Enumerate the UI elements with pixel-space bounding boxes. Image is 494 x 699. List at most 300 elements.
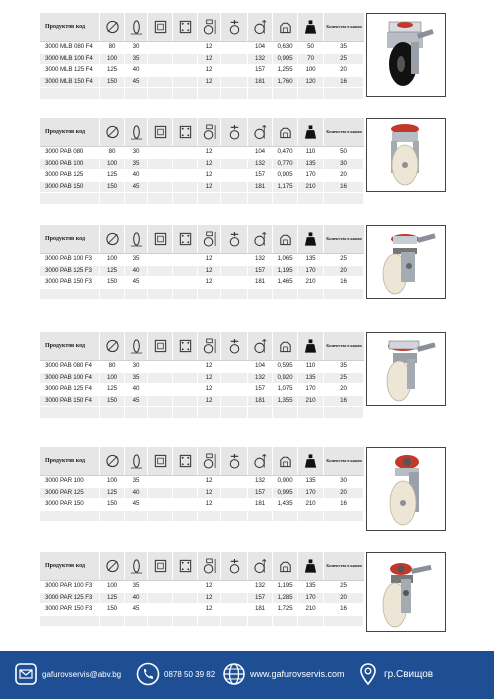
swivel-icon [221, 13, 248, 41]
width-icon [125, 332, 148, 360]
plate-holes-cell [173, 159, 198, 170]
unit-weight-cell: 210 [298, 182, 324, 193]
swivel-cell [221, 65, 248, 76]
plate-cell [148, 254, 173, 265]
table-header [40, 118, 364, 147]
product-table-4 [40, 332, 364, 419]
website-contact[interactable] [222, 662, 345, 686]
product-code-cell: 3000 PAB 080 F4 [40, 361, 100, 372]
empty-cell [221, 289, 248, 300]
weight-cell: 0,595 [273, 361, 298, 372]
weight-cell: 1,075 [273, 384, 298, 395]
height-cell: 12 [198, 54, 221, 65]
plate-cell [148, 266, 173, 277]
box-qty-cell: 16 [324, 499, 364, 510]
plate-cell [148, 147, 173, 158]
unit-weight-cell: 170 [298, 266, 324, 277]
swivel-cell [221, 373, 248, 384]
product-code-header: Продуктов код [40, 118, 100, 146]
weight-cell: 0,995 [273, 54, 298, 65]
plate-holes-cell [173, 604, 198, 615]
unit-weight-cell: 135 [298, 476, 324, 487]
empty-cell [324, 511, 364, 522]
weight-cell: 1,175 [273, 182, 298, 193]
diameter-cell: 150 [100, 604, 125, 615]
width-cell: 40 [125, 266, 148, 277]
product-code-cell: 3000 PAB 150 [40, 182, 100, 193]
empty-row [40, 407, 364, 419]
empty-cell [298, 289, 324, 300]
weight-cell: 0,470 [273, 147, 298, 158]
empty-cell [248, 511, 273, 522]
height-cell: 12 [198, 42, 221, 53]
empty-cell [273, 193, 298, 204]
weight-icon [273, 447, 298, 475]
box-qty-cell: 25 [324, 54, 364, 65]
empty-cell [125, 193, 148, 204]
product-photo-pab [366, 118, 446, 192]
empty-cell [324, 88, 364, 99]
plate-holes-cell [173, 254, 198, 265]
load-cell: 157 [248, 170, 273, 181]
unit-weight-cell: 210 [298, 604, 324, 615]
weight-cell: 1,065 [273, 254, 298, 265]
width-cell: 35 [125, 254, 148, 265]
empty-cell [198, 289, 221, 300]
table-row [40, 373, 364, 385]
box-qty-cell: 16 [324, 182, 364, 193]
table-row [40, 266, 364, 278]
empty-cell [148, 511, 173, 522]
height-cell: 12 [198, 361, 221, 372]
empty-cell [221, 616, 248, 627]
empty-cell [40, 289, 100, 300]
load-cell: 181 [248, 499, 273, 510]
load-cell: 104 [248, 361, 273, 372]
table-row [40, 593, 364, 605]
empty-cell [198, 407, 221, 418]
diameter-cell: 150 [100, 77, 125, 88]
plate-holes-cell [173, 77, 198, 88]
empty-cell [298, 193, 324, 204]
plate-holes-cell [173, 277, 198, 288]
swivel-icon [221, 225, 248, 253]
unit-weight-cell: 210 [298, 499, 324, 510]
empty-cell [40, 407, 100, 418]
width-cell: 40 [125, 65, 148, 76]
table-header [40, 225, 364, 254]
empty-cell [324, 616, 364, 627]
table-row [40, 170, 364, 182]
diameter-cell: 150 [100, 182, 125, 193]
empty-cell [248, 289, 273, 300]
diameter-cell: 150 [100, 396, 125, 407]
empty-cell [221, 88, 248, 99]
plate-icon [148, 552, 173, 580]
load-cell: 157 [248, 488, 273, 499]
width-icon [125, 552, 148, 580]
load-cell: 132 [248, 373, 273, 384]
plate-holes-icon [173, 118, 198, 146]
load-cell: 132 [248, 254, 273, 265]
diameter-icon [100, 447, 125, 475]
product-table-1 [40, 13, 364, 100]
empty-cell [148, 193, 173, 204]
unit-weight-cell: 135 [298, 159, 324, 170]
product-code-cell: 3000 MLB 100 F4 [40, 54, 100, 65]
height-cell: 12 [198, 277, 221, 288]
plate-holes-icon [173, 447, 198, 475]
plate-cell [148, 476, 173, 487]
box-qty-cell: 25 [324, 581, 364, 592]
empty-cell [248, 407, 273, 418]
weight-icon [273, 13, 298, 41]
empty-cell [100, 616, 125, 627]
empty-cell [198, 193, 221, 204]
empty-cell [248, 616, 273, 627]
diameter-icon [100, 552, 125, 580]
swivel-icon [221, 552, 248, 580]
unit-weight-cell: 110 [298, 147, 324, 158]
phone-text[interactable]: 0878 50 39 82 [164, 669, 216, 679]
table-row [40, 384, 364, 396]
width-cell: 35 [125, 581, 148, 592]
weight-cell: 1,725 [273, 604, 298, 615]
plate-cell [148, 361, 173, 372]
width-cell: 30 [125, 147, 148, 158]
plate-cell [148, 384, 173, 395]
height-cell: 12 [198, 488, 221, 499]
swivel-cell [221, 361, 248, 372]
empty-cell [40, 511, 100, 522]
height-icon [198, 447, 221, 475]
box-qty-cell: 35 [324, 361, 364, 372]
width-icon [125, 225, 148, 253]
plate-cell [148, 42, 173, 53]
plate-cell [148, 499, 173, 510]
height-cell: 12 [198, 159, 221, 170]
diameter-cell: 80 [100, 147, 125, 158]
unit-weight-cell: 170 [298, 384, 324, 395]
unit-weight-icon [298, 447, 324, 475]
table-row [40, 77, 364, 89]
table-row [40, 254, 364, 266]
empty-cell [40, 616, 100, 627]
plate-holes-cell [173, 170, 198, 181]
swivel-icon [221, 447, 248, 475]
width-cell: 45 [125, 182, 148, 193]
product-code-cell: 3000 PAR 125 [40, 488, 100, 499]
height-icon [198, 118, 221, 146]
plate-holes-cell [173, 373, 198, 384]
plate-cell [148, 77, 173, 88]
box-qty-header: Количество в кашон [326, 563, 362, 568]
box-qty-cell: 16 [324, 77, 364, 88]
unit-weight-cell: 135 [298, 373, 324, 384]
plate-icon [148, 447, 173, 475]
email-contact[interactable] [14, 662, 121, 686]
plate-holes-icon [173, 225, 198, 253]
empty-cell [248, 193, 273, 204]
globe-icon [222, 662, 246, 686]
location-contact [356, 662, 433, 686]
plate-cell [148, 581, 173, 592]
plate-holes-cell [173, 182, 198, 193]
diameter-icon [100, 225, 125, 253]
box-qty-cell: 20 [324, 593, 364, 604]
email-icon [14, 662, 38, 686]
empty-cell [273, 289, 298, 300]
height-cell: 12 [198, 65, 221, 76]
height-cell: 12 [198, 147, 221, 158]
product-code-header: Продуктов код [40, 447, 100, 475]
plate-holes-cell [173, 593, 198, 604]
width-icon [125, 118, 148, 146]
weight-cell: 1,760 [273, 77, 298, 88]
diameter-cell: 100 [100, 254, 125, 265]
width-icon [125, 447, 148, 475]
empty-cell [125, 289, 148, 300]
product-table-5 [40, 447, 364, 522]
load-cell: 181 [248, 182, 273, 193]
load-icon [248, 447, 273, 475]
unit-weight-cell: 170 [298, 593, 324, 604]
box-qty-header: Количество в кашон [326, 24, 362, 29]
width-cell: 30 [125, 361, 148, 372]
empty-cell [221, 407, 248, 418]
product-code-header: Продуктов код [40, 225, 100, 253]
table-row [40, 277, 364, 289]
weight-cell: 0,995 [273, 488, 298, 499]
width-cell: 45 [125, 77, 148, 88]
swivel-cell [221, 147, 248, 158]
swivel-cell [221, 170, 248, 181]
weight-cell: 0,770 [273, 159, 298, 170]
width-cell: 35 [125, 373, 148, 384]
empty-cell [125, 88, 148, 99]
height-cell: 12 [198, 182, 221, 193]
width-cell: 30 [125, 42, 148, 53]
empty-cell [273, 88, 298, 99]
unit-weight-cell: 170 [298, 488, 324, 499]
empty-cell [298, 616, 324, 627]
plate-cell [148, 593, 173, 604]
empty-row [40, 193, 364, 205]
plate-cell [148, 488, 173, 499]
load-cell: 157 [248, 266, 273, 277]
load-icon [248, 552, 273, 580]
empty-cell [221, 511, 248, 522]
height-cell: 12 [198, 476, 221, 487]
swivel-cell [221, 593, 248, 604]
width-cell: 40 [125, 593, 148, 604]
width-cell: 40 [125, 488, 148, 499]
website-text[interactable]: www.gafurovservis.com [250, 669, 345, 679]
table-row [40, 604, 364, 616]
box-qty-cell: 35 [324, 42, 364, 53]
plate-holes-cell [173, 581, 198, 592]
plate-cell [148, 159, 173, 170]
email-text[interactable]: gafurovservis@abv.bg [42, 669, 122, 679]
empty-row [40, 88, 364, 100]
plate-icon [148, 118, 173, 146]
load-icon [248, 13, 273, 41]
empty-cell [324, 193, 364, 204]
phone-contact[interactable] [136, 662, 215, 686]
width-cell: 40 [125, 384, 148, 395]
product-code-cell: 3000 MLB 125 F4 [40, 65, 100, 76]
product-code-cell: 3000 PAR 125 F3 [40, 593, 100, 604]
unit-weight-icon [298, 225, 324, 253]
box-qty-cell: 20 [324, 65, 364, 76]
product-code-header: Продуктов код [40, 13, 100, 41]
width-icon [125, 13, 148, 41]
height-cell: 12 [198, 604, 221, 615]
swivel-cell [221, 384, 248, 395]
empty-cell [173, 616, 198, 627]
plate-holes-cell [173, 266, 198, 277]
load-cell: 181 [248, 77, 273, 88]
box-qty-cell: 20 [324, 488, 364, 499]
diameter-cell: 100 [100, 373, 125, 384]
width-cell: 35 [125, 159, 148, 170]
diameter-icon [100, 13, 125, 41]
diameter-cell: 125 [100, 266, 125, 277]
width-cell: 35 [125, 54, 148, 65]
empty-cell [298, 407, 324, 418]
weight-icon [273, 332, 298, 360]
weight-cell: 1,195 [273, 266, 298, 277]
product-photo-par-f3 [366, 552, 446, 632]
height-cell: 12 [198, 384, 221, 395]
table-row [40, 42, 364, 54]
unit-weight-cell: 120 [298, 77, 324, 88]
product-photo-par [366, 447, 446, 531]
swivel-cell [221, 604, 248, 615]
plate-icon [148, 13, 173, 41]
table-row [40, 54, 364, 66]
box-qty-cell: 20 [324, 266, 364, 277]
empty-cell [221, 193, 248, 204]
load-cell: 132 [248, 159, 273, 170]
contact-footer [0, 651, 494, 699]
unit-weight-cell: 170 [298, 170, 324, 181]
empty-cell [100, 407, 125, 418]
empty-cell [100, 88, 125, 99]
box-qty-cell: 25 [324, 373, 364, 384]
empty-cell [100, 289, 125, 300]
swivel-cell [221, 277, 248, 288]
product-code-cell: 3000 PAB 125 F4 [40, 384, 100, 395]
empty-cell [125, 616, 148, 627]
empty-row [40, 616, 364, 628]
product-table-2 [40, 118, 364, 205]
product-code-cell: 3000 MLB 080 F4 [40, 42, 100, 53]
load-icon [248, 332, 273, 360]
weight-cell: 1,465 [273, 277, 298, 288]
box-qty-cell: 30 [324, 476, 364, 487]
plate-holes-cell [173, 361, 198, 372]
unit-weight-cell: 210 [298, 396, 324, 407]
load-cell: 104 [248, 147, 273, 158]
weight-cell: 0,920 [273, 373, 298, 384]
empty-cell [273, 511, 298, 522]
box-qty-cell: 20 [324, 384, 364, 395]
unit-weight-icon [298, 552, 324, 580]
diameter-cell: 125 [100, 384, 125, 395]
diameter-icon [100, 332, 125, 360]
empty-cell [198, 88, 221, 99]
plate-holes-cell [173, 499, 198, 510]
weight-icon [273, 552, 298, 580]
swivel-icon [221, 332, 248, 360]
phone-icon [136, 662, 160, 686]
plate-holes-cell [173, 396, 198, 407]
height-icon [198, 225, 221, 253]
empty-cell [148, 407, 173, 418]
diameter-cell: 150 [100, 499, 125, 510]
width-cell: 35 [125, 476, 148, 487]
height-cell: 12 [198, 581, 221, 592]
load-cell: 157 [248, 384, 273, 395]
box-qty-cell: 50 [324, 147, 364, 158]
plate-holes-cell [173, 147, 198, 158]
plate-cell [148, 170, 173, 181]
empty-cell [148, 289, 173, 300]
height-icon [198, 332, 221, 360]
empty-row [40, 289, 364, 301]
empty-cell [173, 289, 198, 300]
empty-cell [298, 88, 324, 99]
product-code-cell: 3000 PAR 150 [40, 499, 100, 510]
box-qty-header: Количество в кашон [326, 343, 362, 348]
plate-holes-icon [173, 332, 198, 360]
box-qty-cell: 20 [324, 170, 364, 181]
product-code-cell: 3000 PAB 125 [40, 170, 100, 181]
swivel-cell [221, 581, 248, 592]
empty-cell [298, 511, 324, 522]
height-icon [198, 552, 221, 580]
table-header [40, 552, 364, 581]
product-code-cell: 3000 PAB 100 F4 [40, 373, 100, 384]
table-row [40, 182, 364, 194]
table-row [40, 65, 364, 77]
empty-cell [173, 511, 198, 522]
weight-cell: 0,905 [273, 170, 298, 181]
width-cell: 45 [125, 604, 148, 615]
height-cell: 12 [198, 499, 221, 510]
plate-cell [148, 604, 173, 615]
height-cell: 12 [198, 396, 221, 407]
plate-cell [148, 396, 173, 407]
plate-holes-cell [173, 476, 198, 487]
diameter-cell: 80 [100, 361, 125, 372]
unit-weight-icon [298, 118, 324, 146]
product-code-cell: 3000 PAR 100 [40, 476, 100, 487]
load-cell: 181 [248, 277, 273, 288]
load-cell: 132 [248, 581, 273, 592]
swivel-cell [221, 488, 248, 499]
table-header [40, 332, 364, 361]
plate-holes-icon [173, 552, 198, 580]
product-code-cell: 3000 PAR 150 F3 [40, 604, 100, 615]
swivel-cell [221, 476, 248, 487]
diameter-cell: 125 [100, 488, 125, 499]
plate-cell [148, 54, 173, 65]
unit-weight-icon [298, 332, 324, 360]
diameter-cell: 80 [100, 42, 125, 53]
plate-holes-cell [173, 54, 198, 65]
